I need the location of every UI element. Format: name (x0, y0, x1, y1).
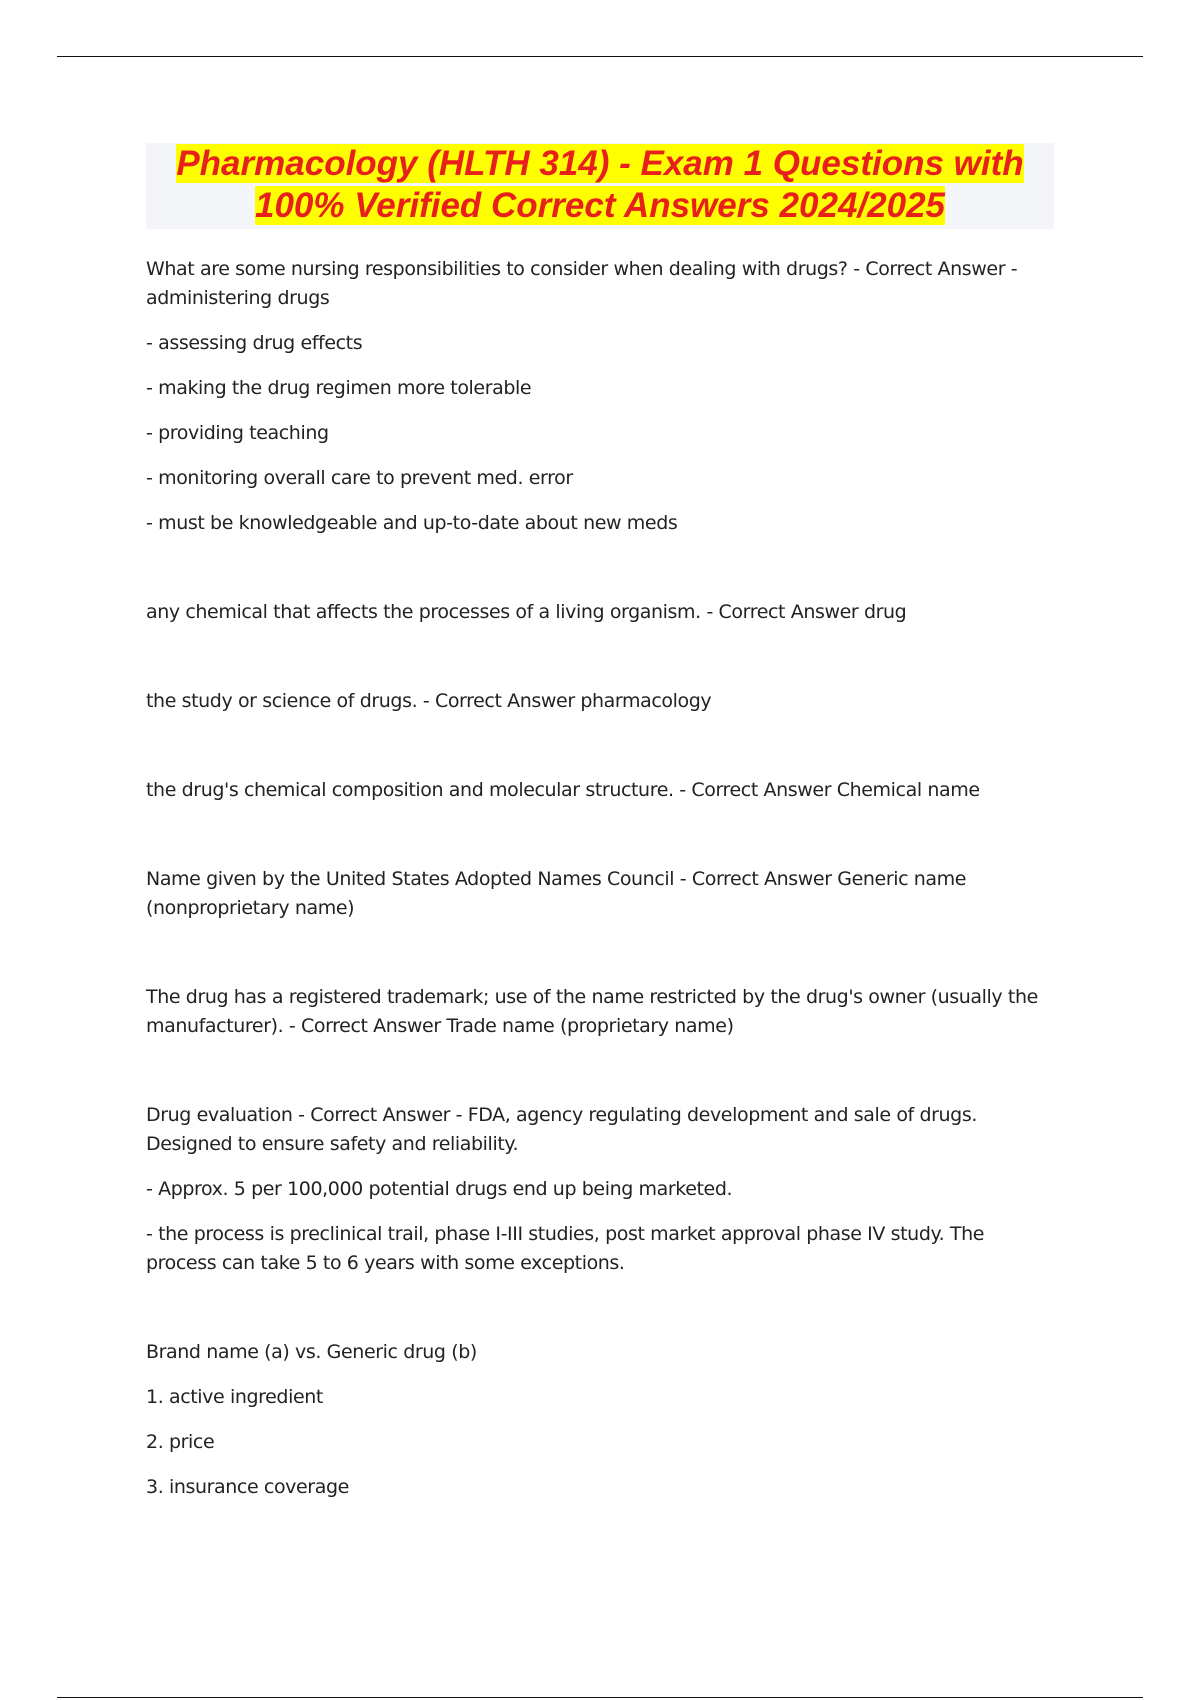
document-title (146, 143, 1054, 229)
numbered-list-item: 2. price (146, 1431, 215, 1453)
answer-list-item: - Approx. 5 per 100,000 potential drugs end up being marketed. (146, 1178, 733, 1200)
answer-list-item: - providing teaching (146, 422, 329, 444)
numbered-list-item: 3. insurance coverage (146, 1476, 349, 1498)
bottom-divider (57, 1697, 1143, 1698)
document-body (146, 255, 1052, 1518)
numbered-list-item: 1. active ingredient (146, 1386, 323, 1408)
qa-block-pharmacology (146, 687, 1052, 716)
answer-list-item: - monitoring overall care to prevent med. error (146, 467, 573, 489)
qa-block-generic-name (146, 865, 1052, 923)
qa-text: The drug has a registered trademark; use of the name restricted by the drug's owner (usually the manufacturer). - Correct Answer Trade name (proprietary name) (146, 986, 1038, 1037)
title-line-2: 100% Verified Correct Answers 2024/2025 (254, 186, 946, 225)
qa-text: the drug's chemical composition and molecular structure. - Correct Answer Chemical name (146, 779, 980, 801)
title-line-1: Pharmacology (HLTH 314) - Exam 1 Questions with (176, 144, 1024, 183)
qa-block-drug (146, 598, 1052, 627)
qa-text: Name given by the United States Adopted Names Council - Correct Answer Generic name (nonproprietary name) (146, 868, 967, 919)
qa-block-brand-vs-generic (146, 1338, 1052, 1502)
qa-block-trade-name (146, 983, 1052, 1041)
qa-text: What are some nursing responsibilities to consider when dealing with drugs? - Correct Answer - administering drugs (146, 258, 1018, 309)
qa-block-chemical-name (146, 776, 1052, 805)
top-divider (57, 56, 1143, 57)
qa-text: Brand name (a) vs. Generic drug (b) (146, 1341, 477, 1363)
answer-list-item: - must be knowledgeable and up-to-date about new meds (146, 512, 678, 534)
qa-text: any chemical that affects the processes of a living organism. - Correct Answer drug (146, 601, 907, 623)
qa-text: the study or science of drugs. - Correct Answer pharmacology (146, 690, 712, 712)
answer-list-item: - assessing drug effects (146, 332, 363, 354)
qa-text: Drug evaluation - Correct Answer - FDA, agency regulating development and sale of drugs. Designed to ensure safety and reliability. (146, 1104, 977, 1155)
answer-list-item: - making the drug regimen more tolerable (146, 377, 532, 399)
qa-block-nursing-responsibilities (146, 255, 1052, 538)
answer-list-item: - the process is preclinical trail, phase I-III studies, post market approval phase IV study. The process can take 5 to 6 years with some exceptions. (146, 1223, 985, 1274)
qa-block-drug-evaluation (146, 1101, 1052, 1278)
